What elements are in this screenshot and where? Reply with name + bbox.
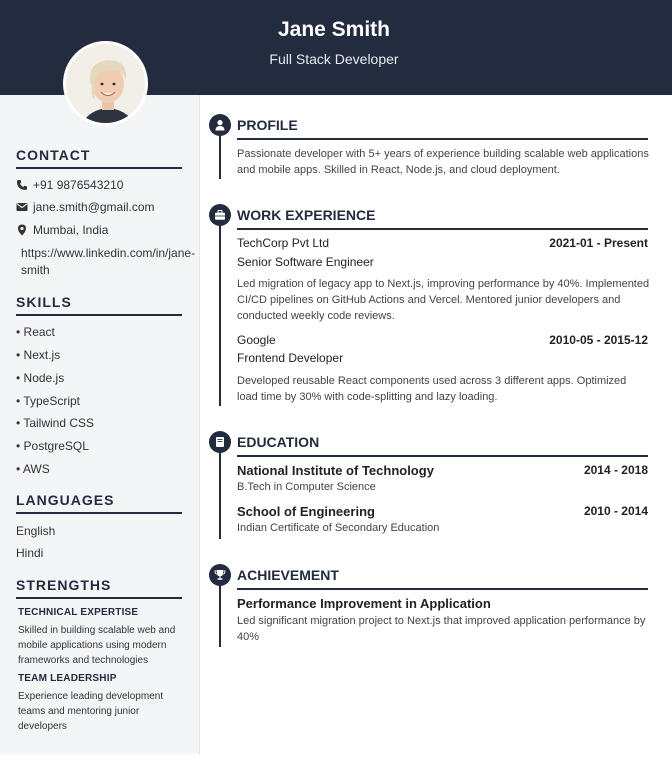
location-pin-icon — [16, 224, 28, 236]
skill-item: • PostgreSQL — [16, 439, 89, 453]
skills-heading: SKILLS — [16, 294, 182, 316]
envelope-icon — [16, 201, 28, 213]
job-role: Senior Software Engineer — [237, 255, 374, 269]
trophy-icon — [209, 564, 231, 586]
job-entry-header — [237, 333, 648, 347]
school-name: National Institute of Technology — [237, 463, 434, 478]
degree-name: Indian Certificate of Secondary Education — [237, 522, 440, 534]
skill-item: • TypeScript — [16, 394, 81, 408]
language-item: Hindi — [16, 546, 44, 560]
strength-title: TECHNICAL EXPERTISE — [18, 607, 139, 618]
contact-location — [16, 223, 196, 237]
job-description: Led migration of legacy app to Next.js, improving performance by 40%. Implemented CI/CD pipelines on GitHub Actions and Vercel. Mentored junior developers and conducted weekly code reviews. — [237, 278, 650, 322]
skill-item: • Node.js — [16, 371, 65, 385]
education-heading: EDUCATION — [237, 434, 648, 457]
education-dates: 2010 - 2014 — [583, 504, 648, 518]
user-icon — [209, 114, 231, 136]
contact-email[interactable] — [16, 200, 196, 214]
phone-text: +91 9876543210 — [33, 178, 124, 192]
job-dates: 2010-05 - 2015-12 — [549, 333, 648, 347]
job-description: Developed reusable React components used across 3 different apps. Optimized load time by 30% with code-splitting and lazy loading. — [237, 375, 627, 403]
book-icon — [209, 431, 231, 453]
email-text: jane.smith@gmail.com — [33, 200, 155, 214]
strength-title: TEAM LEADERSHIP — [18, 673, 117, 684]
strength-description: Skilled in building scalable web and mobile applications using modern frameworks and technologies — [18, 625, 176, 666]
avatar — [63, 41, 148, 126]
school-name: School of Engineering — [237, 504, 375, 519]
education-entry-header — [237, 504, 648, 519]
skill-item: • Next.js — [16, 348, 61, 362]
job-entry-header — [237, 236, 648, 250]
contact-phone — [16, 178, 196, 192]
strengths-heading: STRENGTHS — [16, 577, 182, 599]
job-role: Frontend Developer — [237, 351, 344, 365]
achievement-description: Led significant migration project to Next.js that improved application performance by 40% — [237, 615, 646, 643]
language-item: English — [16, 524, 56, 538]
strength-description: Experience leading development teams and mentoring junior developers — [18, 691, 164, 732]
skill-item: • AWS — [16, 462, 50, 476]
location-text: Mumbai, India — [33, 223, 109, 237]
skill-item: • Tailwind CSS — [16, 416, 95, 430]
achievement-heading: ACHIEVEMENT — [237, 567, 648, 590]
job-dates: 2021-01 - Present — [549, 236, 648, 250]
achievement-title: Performance Improvement in Application — [237, 596, 491, 611]
company-name: Google — [237, 333, 276, 347]
profile-heading: PROFILE — [237, 117, 648, 140]
timeline-line — [219, 220, 221, 406]
person-name: Jane Smith — [277, 18, 391, 41]
linkedin-link[interactable]: https://www.linkedin.com/in/jane-smith — [21, 246, 196, 277]
work-experience-heading: WORK EXPERIENCE — [237, 207, 648, 230]
languages-heading: LANGUAGES — [16, 492, 182, 514]
phone-icon — [16, 179, 28, 191]
main-content — [200, 95, 672, 767]
sidebar — [0, 95, 200, 754]
contact-heading: CONTACT — [16, 147, 182, 169]
profile-summary: Passionate developer with 5+ years of experience building scalable web applications and mobile apps. Skilled in React, Node.js, and cloud deployment. — [237, 148, 649, 176]
skill-item: • React — [16, 325, 55, 339]
job-title: Full Stack Developer — [269, 51, 399, 67]
degree-name: B.Tech in Computer Science — [237, 481, 376, 493]
education-dates: 2014 - 2018 — [583, 463, 648, 477]
briefcase-icon — [209, 204, 231, 226]
education-entry-header — [237, 463, 648, 478]
company-name: TechCorp Pvt Ltd — [237, 236, 330, 250]
timeline-line — [219, 581, 221, 647]
timeline-line — [219, 447, 221, 539]
timeline-line — [219, 131, 221, 179]
